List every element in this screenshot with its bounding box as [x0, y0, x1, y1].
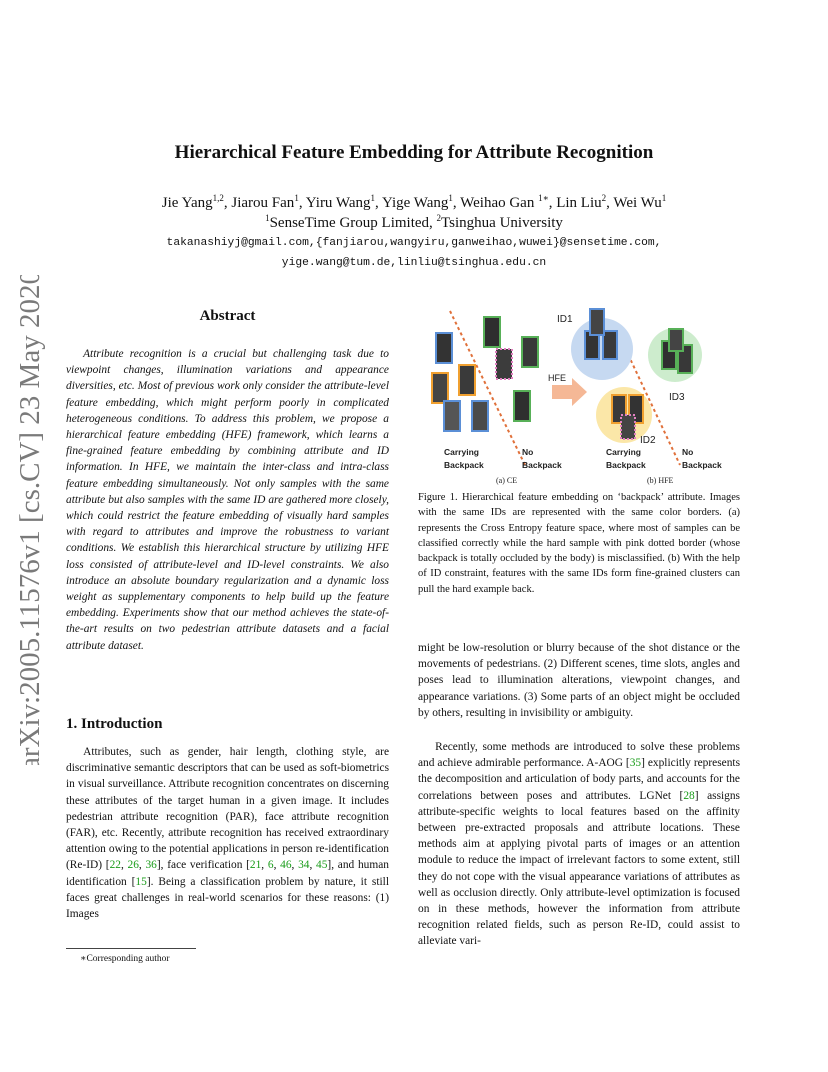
author-name: Yige Wang [381, 195, 449, 211]
right-column-para-2 [418, 739, 740, 950]
text-run: ] explicitly represents the decomposition and articulation of body parts, and accounts for the correlations between poses and attributes. LGNet [ [418, 757, 740, 802]
subfig-a-label: (a) CE [496, 476, 518, 485]
right-no-label-1: No [682, 447, 694, 457]
left-no-label-2: Backpack [522, 460, 562, 470]
hfe-arrow-label: HFE [548, 373, 566, 383]
citation-link[interactable]: 28 [683, 789, 695, 802]
text-run: ], and human identification [ [66, 859, 389, 888]
label-id2: ID2 [640, 435, 656, 446]
left-carry-label-2: Backpack [444, 460, 484, 470]
author-name: Jiarou Fan [231, 195, 295, 211]
citation-link[interactable]: 45 [316, 859, 328, 872]
author-name: Yiru Wang [305, 195, 371, 211]
figure-caption: Figure 1. Hierarchical feature embedding on ‘backpack’ attribute. Images with the same IDs are represented with the same color borders. (a) represents the Cross Entropy feature space, where most of samples can be classified correctly while the hard sample with pink dotted border (whose backpack is totally occluded by the body) is misclassified. (b) With the help of ID constraint, features with the same IDs form fine-grained clusters can pull the hard example back. [418, 492, 740, 595]
citation-link[interactable]: 35 [629, 757, 642, 770]
text-run: Attributes, such as gender, hair length, clothing style, are discriminative semantic descriptors that can be used as soft-biometrics in visual surveillance. Attribute recognition concentrates on discerning these attributes of the target human in a given image. It includes pedestrian attribute recognition (PAR), face attribute recognition (FAR), etc. Recently, attribute recognition has received extraordinary attention owing to the potential applications in person re-identification (Re-ID) [ [66, 746, 389, 872]
intro-text [66, 744, 389, 922]
citation-link[interactable]: 36 [145, 859, 157, 872]
affiliations: $^1$SenseTime Group Limited, $^2$Tsinghua University [265, 213, 563, 231]
author-affil-sup: 1 [448, 193, 453, 203]
author-name: Wei Wu [613, 195, 662, 211]
sample-thumb [496, 349, 512, 379]
text-run: , [261, 859, 268, 872]
sample-thumb [432, 373, 448, 403]
sample-thumb [603, 331, 617, 359]
citation-link[interactable]: 22 [109, 859, 121, 872]
figure-1 [422, 305, 744, 485]
text-run: , [138, 859, 146, 872]
citation-link[interactable]: 26 [127, 859, 139, 872]
author-name: Jie Yang [161, 195, 213, 211]
sample-thumb [484, 317, 500, 347]
sample-thumb [514, 391, 530, 421]
text-run: , [309, 859, 317, 872]
citation-link[interactable]: 46 [280, 859, 292, 872]
author-affil-sup: 1 [370, 193, 376, 203]
sample-thumb [590, 309, 604, 335]
paper-title: Hierarchical Feature Embedding for Attribute Recognition [174, 142, 654, 163]
right-carry-label-2: Backpack [606, 460, 646, 470]
text-run: Recently, some methods are introduced to solve these problems and achieve admirable performance. A-AOG [ [418, 741, 740, 770]
citation-link[interactable]: 15 [135, 875, 147, 888]
arxiv-stamp [9, 275, 51, 765]
right-carry-label-1: Carrying [606, 447, 641, 457]
author-name: Weihao Gan [460, 195, 539, 211]
label-id1: ID1 [557, 314, 573, 325]
citation-link[interactable]: 34 [298, 859, 310, 872]
left-no-label-1: No [522, 447, 534, 457]
sample-thumb [459, 365, 475, 395]
left-samples [432, 317, 538, 431]
author-affil-sup: 1 [294, 193, 299, 203]
citation-link[interactable]: 21 [249, 859, 262, 872]
text-run: , [273, 859, 281, 872]
author-affil-sup: 1∗ [538, 193, 549, 203]
sample-thumb [436, 333, 452, 363]
sample-thumb [444, 401, 460, 431]
intro-heading: 1. Introduction [66, 716, 163, 732]
right-no-label-2: Backpack [682, 460, 722, 470]
author-affil-sup: 2 [601, 193, 607, 203]
author-list: Jie Yang$^{1,2}$, Jiarou Fan$^1$, Yiru Wang$^1$, Yige Wang$^1$, Weihao Gan $^{1∗}$, Lin Liu$^2$, Wei Wu$^1$ [161, 193, 667, 211]
author-affil-sup: 1 [661, 193, 667, 203]
text-run: ], face verification [ [156, 859, 250, 872]
text-run: , [120, 859, 128, 872]
sample-thumb [669, 329, 683, 351]
text-run: ]. Being a classification problem by nature, it still faces great challenges in real-world scenarios for these reasons: (1) Images [66, 875, 389, 921]
citation-link[interactable]: 6 [267, 859, 274, 872]
left-carry-label-1: Carrying [444, 447, 479, 457]
sample-thumb [621, 415, 635, 439]
text-run: ] assigns attribute-specific weights to local features based on the affinity between pre-extracted proposals and attribute locations. These methods aim at applying pivotal parts of images or an attention module to reduce the impact of irrelevant factors to some extent, still they do not cope with the visual appearance variations of attributes as well as occlusion directly. Only attribute-level optimization is focused on in these methods, however the information from attribute recognition related fields, such as person Re-ID, could assist to alleviate vari- [418, 789, 740, 948]
subfig-b-label: (b) HFE [647, 476, 674, 485]
abstract-text: Attribute recognition is a crucial but challenging task due to viewpoint changes, illumination variations and appearance diversities, etc. Most of previous work only consider the attribute-level feature embedding, which might perform poorly in complicated heterogeneous conditions. To address this problem, we propose a hierarchical feature embedding (HFE) framework, which learns a fine-grained feature embedding by combining attribute and ID information. In HFE, we maintain the inter-class and intra-class feature embedding simultaneously. Not only samples with the same attribute but also samples with the same ID are gathered more closely, which could restrict the feature embedding of visually hard samples with regard to attributes and improve the robustness to variant conditions. We establish this hierarchical structure by utilizing HFE loss consisted of attribute-level and ID-level constraints. We also introduce an absolute boundary regularization and a dynamic loss weight as supplementary components to help build up the feature embedding. Experiments show that our method achieves the state-of-the-art results on two pedestrian attribute datasets and a facial attribute dataset. [66, 348, 389, 652]
footnote-rule [66, 948, 196, 949]
author-affil-sup: 1,2 [212, 193, 224, 203]
right-column-para-1: might be low-resolution or blurry because of the shot distance or the movements of pedestrians. (2) Different scenes, time slots, angles and poses lead to illumination alterations, viewpoint changes, and appearance variations. (3) Some parts of an object might be occluded by others, resulting in invisibility or ambiguity. [418, 642, 740, 719]
sample-thumb [472, 401, 488, 431]
text-run: , [291, 859, 299, 872]
abstract-heading: Abstract [199, 308, 256, 324]
footnote: ∗Corresponding author [80, 954, 170, 964]
email-line-2: yige.wang@tum.de,linliu@tsinghua.edu.cn [281, 257, 547, 269]
sample-thumb [522, 337, 538, 367]
label-id3: ID3 [669, 392, 685, 403]
arxiv-id: arXiv:2005.11576v1 [cs.CV] 23 May 2020 [14, 275, 46, 765]
author-name: Lin Liu [556, 195, 602, 211]
email-line-1: takanashiyj@gmail.com,{fanjiarou,wangyiru,ganweihao,wuwei}@sensetime.com, [166, 237, 662, 249]
